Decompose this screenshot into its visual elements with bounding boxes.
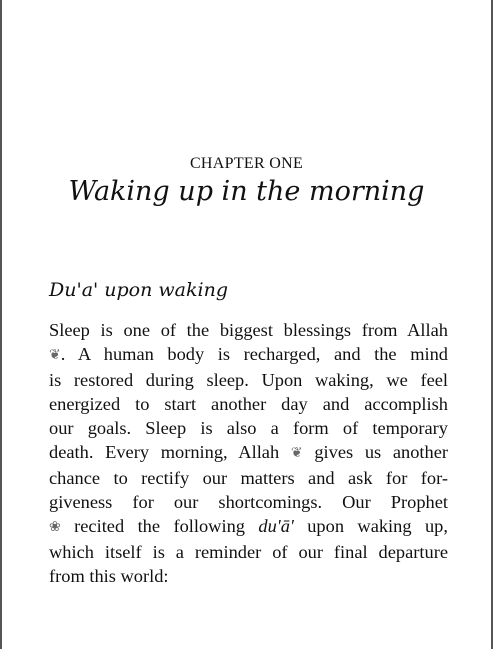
text-line <box>49 490 448 514</box>
text-segment: . A human body is recharged, and the mind <box>60 344 448 364</box>
swt-honorific-icon: ❦ <box>49 348 61 363</box>
text-segment: Sleep is one of the biggest blessings from Allah <box>49 320 448 340</box>
text-segment: our goals. Sleep is also a form of temporary <box>49 418 448 438</box>
text-segment: gives us another <box>314 442 449 462</box>
text-segment: chance to rectify our matters and ask for for- <box>49 468 448 488</box>
text-segment: which itself is a reminder of our final departure <box>49 542 448 562</box>
text-line <box>49 540 448 564</box>
text-line <box>49 466 448 490</box>
text-line <box>49 392 448 416</box>
section-heading: Du'a' upon waking <box>49 279 228 301</box>
text-line <box>49 416 448 440</box>
text-segment: from this world: <box>49 566 169 586</box>
text-segment: death. Every morning, Allah <box>49 442 280 462</box>
text-segment: energized to start another day and accomplish <box>49 394 448 414</box>
text-line <box>49 368 448 392</box>
text-line <box>49 564 448 588</box>
chapter-label: CHAPTER ONE <box>189 155 304 172</box>
text-line <box>49 440 448 466</box>
italic-term: du'ā' <box>258 516 294 536</box>
text-segment: giveness for our shortcomings. Our Prophet <box>49 492 448 512</box>
text-line <box>49 514 448 540</box>
text-segment: is restored during sleep. Upon waking, we feel <box>49 370 448 390</box>
text-segment: upon waking up, <box>307 516 448 536</box>
text-line <box>49 342 448 368</box>
body-paragraph <box>49 318 448 588</box>
chapter-title: Waking up in the morning <box>68 176 425 207</box>
text-segment: recited the following <box>74 516 245 536</box>
pbuh-honorific-icon: ❀ <box>49 520 61 535</box>
swt-honorific-icon: ❦ <box>290 446 303 461</box>
text-line <box>49 318 448 342</box>
